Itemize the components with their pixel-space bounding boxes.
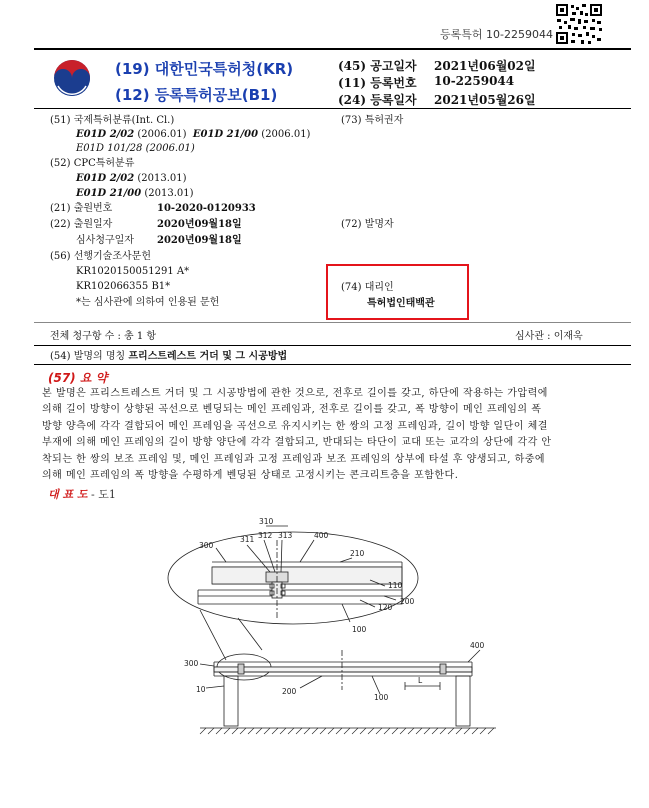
label-100b: 100: [374, 693, 389, 702]
label-311: 311: [240, 535, 255, 544]
abstract-line: 본 발명은 프리스트레스트 거더 및 그 시공방법에 관한 것으로, 전후로 길이를 갖고, 하단에 작용하는 가압력에: [42, 388, 548, 399]
label-312: 312: [258, 531, 273, 540]
inventor-label: (72) 발명자: [341, 219, 394, 230]
top-reg-number: 등록특허 10-2259044: [440, 28, 553, 41]
korea-emblem-icon: [52, 58, 92, 98]
abstract-line: 의해 메인 프레임의 폭 방향을 수평하게 벤딩된 상태로 고정시키는 콘크리트층을 포함한다.: [42, 470, 459, 482]
prior-art-label: (56) 선행기술조사문헌: [50, 251, 151, 262]
abstract-line: 착되는 한 쌍의 보조 프레임 및, 메인 프레임과 고정 프레임과 보조 프레임의 상부에 타설 후 양생되고, 하중에: [42, 453, 546, 465]
abstract-text: [42, 386, 624, 484]
reg-date-label: (24) 등록일자: [338, 93, 417, 107]
label-L: L: [418, 676, 423, 685]
invention-title-line: (54) 발명의 명칭 프리스트레스트 거더 및 그 시공방법: [50, 351, 288, 362]
office-title: (19) 대한민국특허청(KR): [115, 60, 294, 78]
total-claims: 전체 청구항 수 : 총 1 항: [50, 331, 157, 342]
gazette-title: (12) 등록특허공보(B1): [115, 86, 278, 104]
label-313: 313: [278, 531, 293, 540]
label-400b: 400: [470, 641, 485, 650]
cpc-label: (52) CPC특허분류: [50, 158, 135, 169]
prior-art-note: *는 심사관에 의하여 인용된 문헌: [76, 297, 220, 308]
reg-no-label: (11) 등록번호: [338, 76, 417, 90]
pub-date: 2021년06월02일: [434, 59, 536, 73]
prior-art-1: KR1020150051291 A*: [76, 266, 190, 277]
label-10: 10: [196, 685, 206, 694]
exam-date-label: 심사청구일자: [76, 235, 134, 246]
ipc-label: (51) 국제특허분류(Int. Cl.): [50, 115, 175, 126]
abstract-line: 부재에 의해 메인 프레임의 길이 방향 양단에 각각 결합되고, 반대되는 타단이 교대 또는 교각의 상단에 각각 안: [42, 437, 552, 449]
examiner: 심사관 : 이재욱: [515, 331, 583, 342]
abstract-line: 의해 길이 방향이 상향된 곡선으로 벤딩되는 메인 프레임과, 전후로 길이를 갖고, 폭 방향이 메인 프레임의 폭: [42, 404, 542, 416]
abstract-line: 방향 양측에 각각 결합되어 메인 프레임을 곡선으로 유지시키는 한 쌍의 고정 프레임과, 길이 방향 일단이 체결: [42, 420, 548, 432]
label-400: 400: [314, 531, 329, 540]
label-120: 120: [378, 603, 393, 612]
ipc-line-2: E01D 101/28 (2006.01): [76, 143, 195, 154]
owner-label: (73) 특허권자: [341, 115, 404, 126]
top-rule-thick: [34, 48, 631, 50]
label-200: 200: [400, 597, 415, 606]
pub-date-label: (45) 공고일자: [338, 59, 417, 73]
claims-rule-bottom: [34, 345, 631, 346]
agent-name: 특허법인태백관: [367, 298, 435, 309]
abstract-heading: (57) 요 약: [48, 371, 108, 385]
rep-figure-line: 대 표 도 - 도1: [48, 488, 116, 501]
cpc-line-2: E01D 21/00 (2013.01): [76, 188, 194, 199]
app-date: 2020년09월18일: [157, 219, 242, 230]
label-210: 210: [350, 549, 365, 558]
label-300: 300: [199, 541, 214, 550]
reg-no: 10-2259044: [434, 74, 515, 88]
cpc-line-1: E01D 2/02 (2013.01): [76, 173, 187, 184]
label-200b: 200: [282, 687, 297, 696]
app-no: 10-2020-0120933: [157, 203, 256, 214]
label-110: 110: [388, 581, 403, 590]
exam-date: 2020년09월18일: [157, 235, 242, 246]
header-rule: [34, 108, 631, 109]
title-rule: [34, 364, 631, 365]
label-310: 310: [259, 517, 274, 526]
ipc-line-1: E01D 2/02 (2006.01) E01D 21/00 (2006.01): [76, 129, 311, 140]
qr-code: [555, 3, 603, 45]
app-no-label: (21) 출원번호: [50, 203, 113, 214]
app-date-label: (22) 출원일자: [50, 219, 113, 230]
claims-rule-top: [34, 322, 631, 323]
label-300b: 300: [184, 659, 199, 668]
label-100: 100: [352, 625, 367, 634]
representative-drawing: [0, 500, 649, 800]
reg-date: 2021년05월26일: [434, 93, 536, 107]
agent-label: (74) 대리인: [341, 282, 394, 293]
prior-art-2: KR102066355 B1*: [76, 281, 171, 292]
